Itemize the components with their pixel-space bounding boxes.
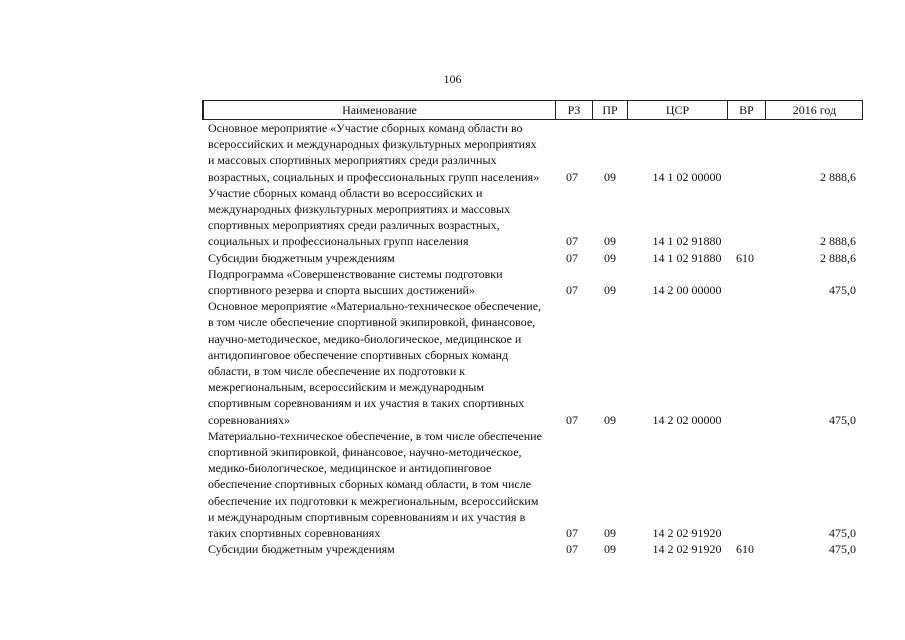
row-pr: 09 xyxy=(604,283,616,298)
row-pr: 09 xyxy=(604,412,616,427)
row-rz: 07 xyxy=(566,526,578,541)
row-sum: 475,0 xyxy=(829,412,856,427)
row-name: Материально-техническое обеспечение, в том числе обеспечение спортивной экипировкой, финансовое, научно-методическое, медико-биологическое, медицинское и антидопинговое обеспечение спортивных сборных команд области, в том числе обеспечение их подготовки к межрегиональным, всероссийским и международным спортивным соревнованиям и их участия в таких спортивных соревнованиях xyxy=(208,428,542,541)
row-name: Подпрограмма «Совершенствование системы подготовки спортивного резерва и спорта высших достижений» xyxy=(208,266,503,298)
row-sum: 2 888,6 xyxy=(820,250,856,265)
table-row xyxy=(202,428,863,541)
row-vr: 610 xyxy=(736,542,754,557)
row-pr: 09 xyxy=(604,169,616,184)
row-pr: 09 xyxy=(604,250,616,265)
row-csr: 14 1 02 00000 xyxy=(652,169,722,184)
row-sum: 2 888,6 xyxy=(820,234,856,249)
row-sum: 475,0 xyxy=(829,542,856,557)
row-rz: 07 xyxy=(566,250,578,265)
row-sum: 475,0 xyxy=(829,526,856,541)
row-pr: 09 xyxy=(604,234,616,249)
row-csr: 14 1 02 91880 xyxy=(652,234,722,249)
table-row xyxy=(202,120,863,185)
header-vr: ВР xyxy=(728,101,766,119)
table-body xyxy=(202,120,863,557)
row-pr: 09 xyxy=(604,542,616,557)
row-sum: 2 888,6 xyxy=(820,169,856,184)
row-name: Основное мероприятие «Материально-техническое обеспечение, в том числе обеспечение спортивной экипировкой, финансовое, научно-методическое, медико-биологическое, медицинское и антидопинговое обеспечение спортивных сборных команд области, в том числе обеспечение их подготовки к межрегиональным, всероссийским и международным спортивным соревнованиям и их участия в таких спортивных соревнованиях» xyxy=(208,299,542,427)
row-pr: 09 xyxy=(604,526,616,541)
row-rz: 07 xyxy=(566,412,578,427)
row-csr: 14 2 02 91920 xyxy=(652,542,722,557)
table-row xyxy=(202,541,863,557)
row-vr: 610 xyxy=(736,250,754,265)
row-csr: 14 2 02 91920 xyxy=(652,526,722,541)
header-name: Наименование xyxy=(204,101,556,119)
table-row xyxy=(202,266,863,298)
table-row xyxy=(202,185,863,250)
header-rz: РЗ xyxy=(556,101,593,119)
row-rz: 07 xyxy=(566,234,578,249)
table-header xyxy=(202,100,863,120)
table-row xyxy=(202,250,863,266)
row-csr: 14 1 02 91880 xyxy=(652,250,722,265)
row-sum: 475,0 xyxy=(829,283,856,298)
row-csr: 14 2 00 00000 xyxy=(652,283,722,298)
row-name: Субсидии бюджетным учреждениям xyxy=(208,542,395,557)
header-csr: ЦСР xyxy=(628,101,728,119)
row-csr: 14 2 02 00000 xyxy=(652,412,722,427)
row-name: Основное мероприятие «Участие сборных команд области во всероссийских и международных физкультурных мероприятиях и массовых спортивных мероприятиях среди различных возрастных, социальных и профессиональных групп населения» xyxy=(208,121,540,184)
header-year: 2016 год xyxy=(792,103,837,117)
row-rz: 07 xyxy=(566,283,578,298)
row-name: Участие сборных команд области во всероссийских и международных физкультурных мероприятиях и массовых спортивных мероприятиях среди различных возрастных, социальных и профессиональных групп населения xyxy=(208,185,511,249)
table-row xyxy=(202,298,863,428)
page-number: 106 xyxy=(443,72,462,86)
row-rz: 07 xyxy=(566,169,578,184)
budget-table xyxy=(202,100,863,557)
row-rz: 07 xyxy=(566,542,578,557)
header-pr: ПР xyxy=(593,101,628,119)
row-name: Субсидии бюджетным учреждениям xyxy=(208,250,395,265)
